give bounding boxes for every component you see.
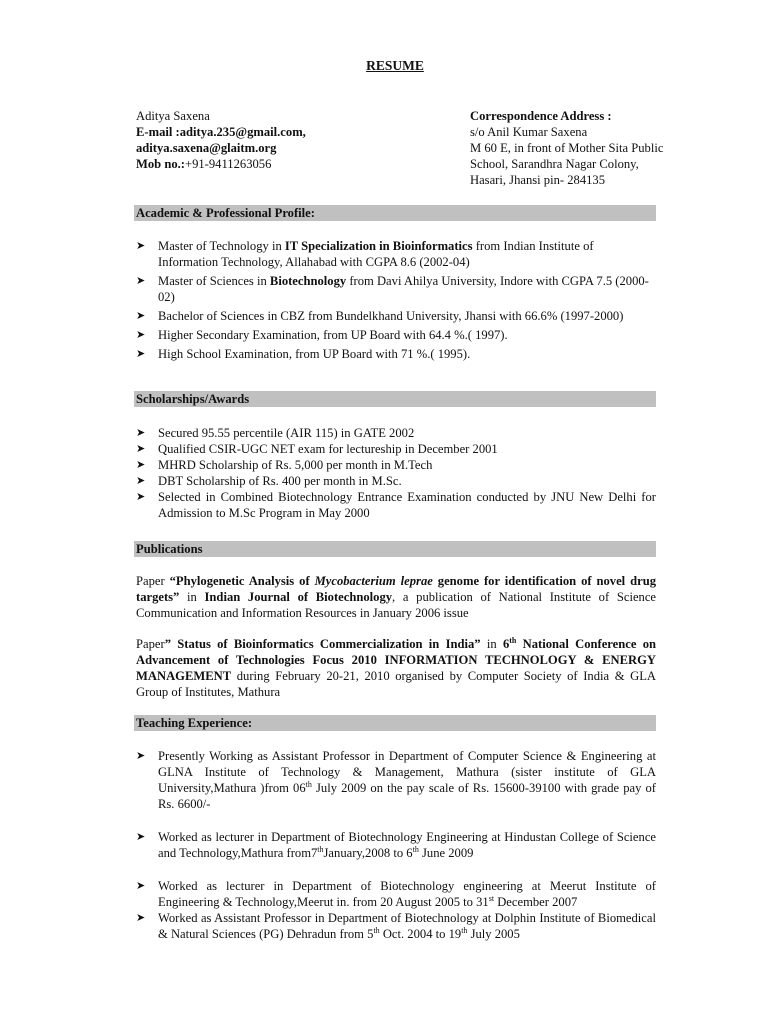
list-item: ➤ Selected in Combined Biotechnology Entrance Examination conducted by JNU New Delhi for Admission to M.Sc Program in May 2000 xyxy=(136,490,656,520)
contact-block xyxy=(136,108,456,172)
address-line: School, Sarandhra Nagar Colony, xyxy=(470,157,639,171)
arrow-bullet-icon: ➤ xyxy=(136,274,146,287)
list-item: ➤ Presently Working as Assistant Professor in Department of Computer Science & Engineering at GLNA Institute of Technology & Management, Mathura (sister institute of GLA University,Mathura )from 06th July 2009 on the pay scale of Rs. 15600-39100 with grade pay of Rs. 6600/- xyxy=(136,749,656,811)
email-secondary-line xyxy=(136,140,456,156)
list-item: ➤ Worked as lecturer in Department of Biotechnology engineering at Meerut Institute of Engineering & Technology,Meerut in. from 20 August 2005 to 31st December 2007 xyxy=(136,879,656,909)
arrow-bullet-icon: ➤ xyxy=(136,458,146,471)
scholarships-list xyxy=(136,425,656,521)
arrow-bullet-icon: ➤ xyxy=(136,830,146,843)
publication-1: Paper “Phylogenetic Analysis of Mycobacterium leprae genome for identification of novel drug targets” in Indian Journal of Biotechnology, a publication of National Institute of Science Communication and Information Resources in January 2006 issue xyxy=(136,574,657,620)
address-label xyxy=(470,108,710,124)
mobile-line xyxy=(136,156,456,172)
list-item: ➤ Secured 95.55 percentile (AIR 115) in GATE 2002 xyxy=(136,426,415,440)
publication-2: Paper” Status of Bioinformatics Commercialization in India” in 6th National Conference on Advancement of Technologies Focus 2010 INFORMATION TECHNOLOGY & ENERGY MANAGEMENT during February 20-21, 2010 organised by Computer Society of India & GLA Group of Institutes, Mathura xyxy=(136,635,657,699)
arrow-bullet-icon: ➤ xyxy=(136,309,146,322)
address-block xyxy=(470,108,710,188)
teaching-list xyxy=(136,748,656,942)
arrow-bullet-icon: ➤ xyxy=(136,490,146,503)
arrow-bullet-icon: ➤ xyxy=(136,347,146,360)
mobile-label: Mob no.: xyxy=(136,157,185,171)
arrow-bullet-icon: ➤ xyxy=(136,879,146,892)
arrow-bullet-icon: ➤ xyxy=(136,911,146,924)
section-academic: Academic & Professional Profile: xyxy=(134,205,656,221)
mobile-number: +91-9411263056 xyxy=(184,157,272,171)
arrow-bullet-icon: ➤ xyxy=(136,426,146,439)
email-line xyxy=(136,124,456,140)
arrow-bullet-icon: ➤ xyxy=(136,239,146,252)
email-primary: aditya.235@gmail.com, xyxy=(179,125,306,139)
list-item: ➤ High School Examination, from UP Board with 71 %.( 1995). xyxy=(136,347,471,361)
address-line: M 60 E, in front of Mother Sita Public xyxy=(470,141,664,155)
arrow-bullet-icon: ➤ xyxy=(136,442,146,455)
email-label: E-mail : xyxy=(136,125,180,139)
list-item: ➤ Higher Secondary Examination, from UP Board with 64.4 %.( 1997). xyxy=(136,328,508,342)
list-item: ➤ Master of Sciences in Biotechnology from Davi Ahilya University, Indore with CGPA 7.5 (2000-02) xyxy=(136,274,649,304)
section-scholarships: Scholarships/Awards xyxy=(134,391,656,407)
list-item: ➤ Master of Technology in IT Specialization in Bioinformatics from Indian Institute of Information Technology, Allahabad with CGPA 8.6 (2002-04) xyxy=(136,239,594,269)
arrow-bullet-icon: ➤ xyxy=(136,474,146,487)
arrow-bullet-icon: ➤ xyxy=(136,328,146,341)
address-label-text: Correspondence Address : xyxy=(470,109,612,123)
address-line: Hasari, Jhansi pin- 284135 xyxy=(470,173,606,187)
page-title: RESUME xyxy=(366,58,424,73)
list-item: ➤ Worked as Assistant Professor in Department of Biotechnology at Dolphin Institute of Biomedical & Natural Sciences (PG) Dehradun from 5th Oct. 2004 to 19th July 2005 xyxy=(136,911,656,941)
candidate-name: Aditya Saxena xyxy=(136,109,210,123)
section-publications: Publications xyxy=(134,541,656,557)
section-teaching: Teaching Experience: xyxy=(134,715,656,731)
list-item: ➤ Qualified CSIR-UGC NET exam for lectureship in December 2001 xyxy=(136,442,498,456)
list-item: ➤ MHRD Scholarship of Rs. 5,000 per month in M.Tech xyxy=(136,458,433,472)
email-secondary: aditya.saxena@glaitm.org xyxy=(136,141,277,155)
list-item: ➤ DBT Scholarship of Rs. 400 per month in M.Sc. xyxy=(136,474,402,488)
list-item: ➤ Worked as lecturer in Department of Biotechnology Engineering at Hindustan College of Science and Technology,Mathura from7thJanuary,2008 to 6th June 2009 xyxy=(136,830,656,860)
address-line: s/o Anil Kumar Saxena xyxy=(470,125,588,139)
arrow-bullet-icon: ➤ xyxy=(136,749,146,762)
list-item: ➤ Bachelor of Sciences in CBZ from Bundelkhand University, Jhansi with 66.6% (1997-2000) xyxy=(136,309,624,323)
academic-list xyxy=(136,238,656,362)
